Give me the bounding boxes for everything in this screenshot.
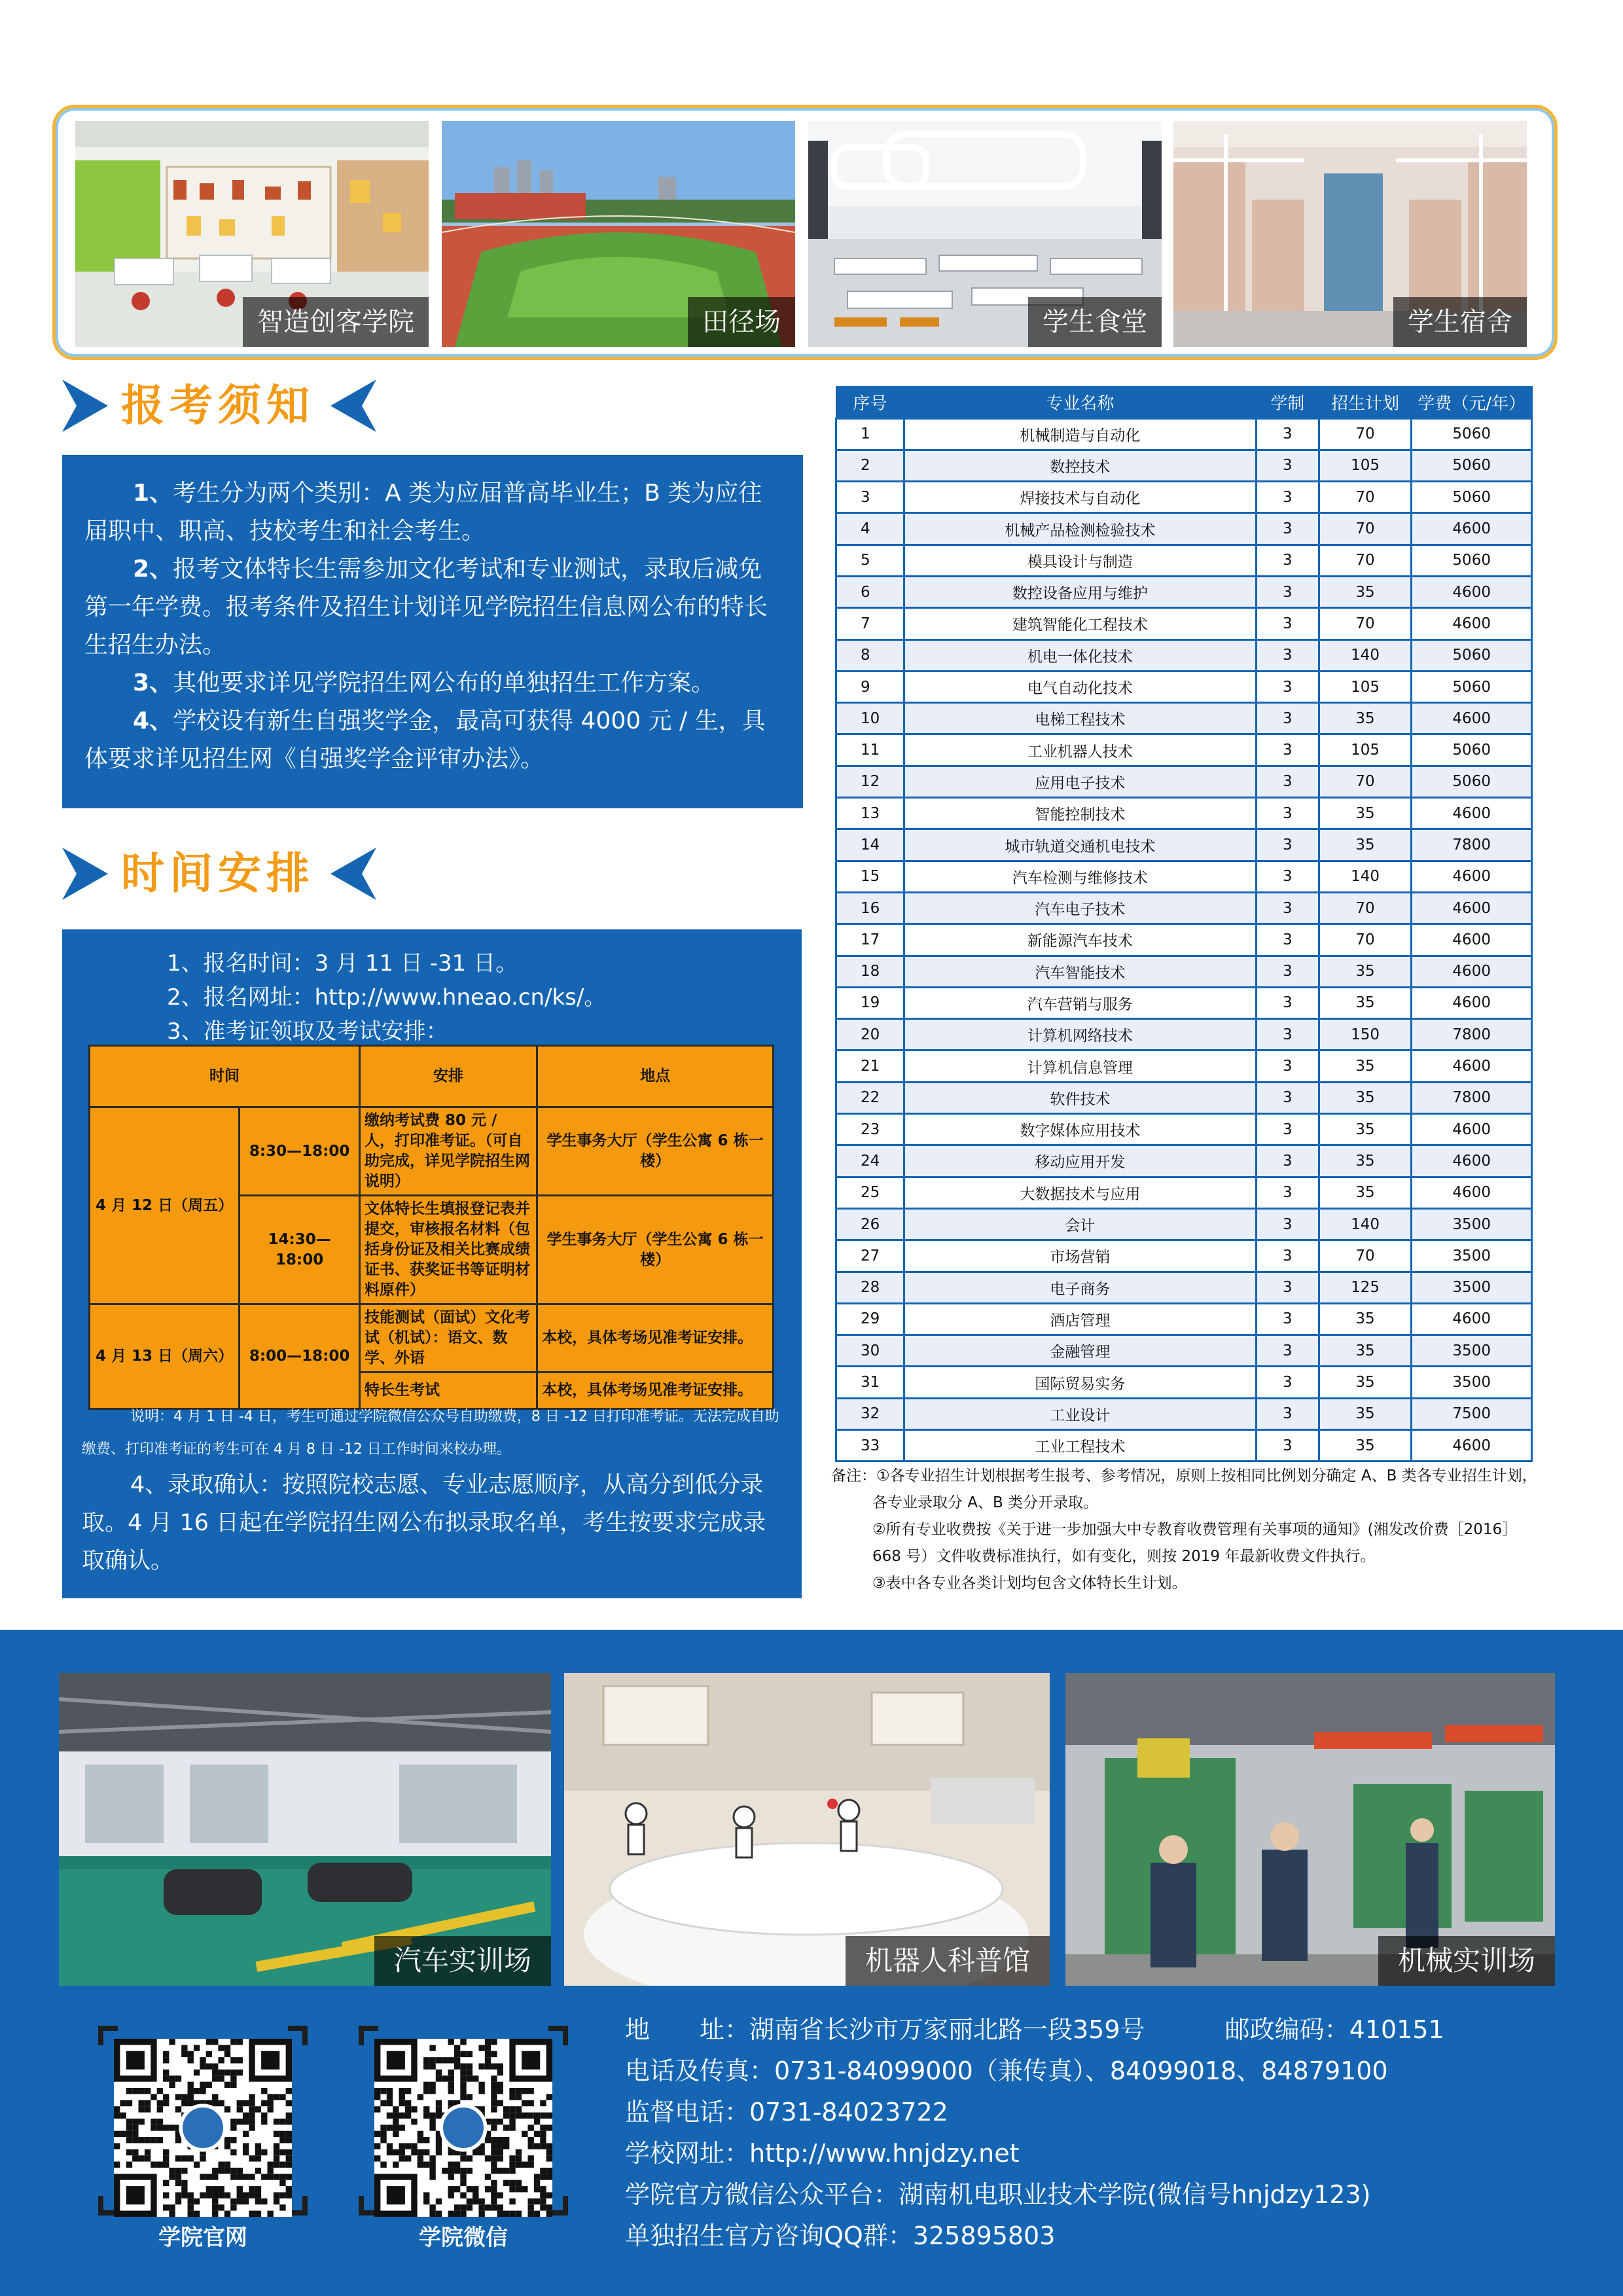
major-tuition: 4600 (1412, 1050, 1532, 1082)
major-name: 应用电子技术 (904, 766, 1256, 797)
major-plan: 35 (1319, 1430, 1412, 1462)
major-years: 3 (1257, 639, 1319, 671)
major-plan: 70 (1319, 766, 1412, 797)
contact-address-row (625, 2009, 1607, 2051)
major-years: 3 (1257, 766, 1319, 797)
major-years: 3 (1257, 798, 1319, 829)
major-index: 13 (836, 798, 904, 829)
major-index: 15 (836, 861, 904, 892)
schedule-line-3: 3、准考证领取及考试安排： (167, 1018, 448, 1045)
major-index: 1 (836, 418, 904, 450)
major-years: 3 (1257, 671, 1319, 702)
task-cell: 文体特长生填报登记表并提交，审核报名材料（包括身份证及相关比赛成绩证书、获奖证书等证明材料原件） (359, 1196, 537, 1304)
major-years: 3 (1257, 1145, 1319, 1177)
majors-table (835, 386, 1533, 1462)
notice-item-3 (84, 664, 781, 702)
major-name: 工业工程技术 (904, 1430, 1256, 1462)
schedule-line-1: 1、报名时间：3 月 11 日 -31 日。 (167, 950, 518, 977)
table-row (836, 798, 1532, 829)
table-row (836, 545, 1532, 576)
major-tuition: 5060 (1412, 545, 1532, 576)
major-name: 金融管理 (904, 1335, 1256, 1367)
major-name: 智能控制技术 (904, 798, 1256, 829)
time-cell: 14:30—18:00 (240, 1196, 360, 1304)
major-name: 汽车电子技术 (904, 892, 1256, 924)
major-tuition: 3500 (1412, 1272, 1532, 1303)
major-tuition: 7800 (1412, 1082, 1532, 1113)
major-index: 30 (836, 1335, 904, 1367)
schedule-title: 时间安排 (121, 848, 315, 899)
time-cell: 8:00—18:00 (240, 1304, 360, 1409)
major-tuition: 4600 (1412, 703, 1532, 734)
major-plan: 35 (1319, 956, 1412, 987)
major-tuition: 3500 (1412, 1240, 1532, 1272)
contact-phone: 电话及传真：0731-84099000（兼传真）、84099018、84879100 (625, 2056, 1388, 2085)
major-name: 机电一体化技术 (904, 639, 1256, 671)
photo-track-field (442, 121, 795, 347)
major-index: 23 (836, 1114, 904, 1145)
table-row (836, 703, 1532, 734)
note-1-cont: 各专业录取分 A、B 类分开录取。 (872, 1494, 1099, 1511)
schedule-line-2: 2、报名网址：http://www.hneao.cn/ks/。 (167, 984, 607, 1011)
major-tuition: 5060 (1412, 671, 1532, 702)
notice-item-num: 2、 (133, 556, 173, 583)
notice-item-text: 其他要求详见学院招生网公布的单独招生工作方案。 (173, 670, 715, 696)
photo-maker-college (75, 121, 429, 347)
major-tuition: 4600 (1412, 1145, 1532, 1177)
major-name: 软件技术 (904, 1082, 1256, 1113)
table-row (836, 1335, 1532, 1367)
notice-item-text: 考生分为两个类别：A 类为应届普高毕业生；B 类为应往届职中、职高、技校考生和社会考生。 (84, 480, 762, 545)
table-row (836, 1019, 1532, 1050)
major-index: 19 (836, 987, 904, 1018)
notice-item-4 (84, 702, 781, 778)
major-plan: 35 (1319, 1303, 1412, 1335)
major-years: 3 (1257, 1208, 1319, 1240)
schedule-heading (62, 844, 389, 903)
major-index: 22 (836, 1082, 904, 1113)
header-years: 学制 (1257, 387, 1319, 418)
major-plan: 35 (1319, 1367, 1412, 1398)
photo-caption: 学生食堂 (1028, 297, 1162, 347)
major-years: 3 (1257, 1019, 1319, 1050)
major-tuition: 4600 (1412, 513, 1532, 545)
major-index: 6 (836, 576, 904, 607)
major-name: 机械制造与自动化 (904, 418, 1256, 450)
schedule-box (62, 929, 802, 1598)
table-row (836, 482, 1532, 513)
major-plan: 140 (1319, 639, 1412, 671)
header-tuition: 学费（元/年） (1412, 387, 1532, 418)
major-plan: 35 (1319, 1050, 1412, 1082)
contact-address: 地 址：湖南省长沙市万家丽北路一段359号 (625, 2015, 1145, 2044)
header-major: 专业名称 (904, 387, 1256, 418)
major-tuition: 5060 (1412, 734, 1532, 766)
major-name: 酒店管理 (904, 1303, 1256, 1335)
major-name: 城市轨道交通机电技术 (904, 829, 1256, 861)
exam-schedule-table (88, 1045, 774, 1410)
table-row (836, 766, 1532, 797)
photo-auto-training (59, 1673, 551, 1986)
notice-item-text: 报考文体特长生需参加文化考试和专业测试，录取后减免第一年学费。报考条件及招生计划详见学院招生信息网公布的特长生招生办法。 (84, 556, 768, 658)
major-name: 电气自动化技术 (904, 671, 1256, 702)
notice-item-num: 1、 (133, 480, 173, 507)
notice-item-num: 4、 (133, 708, 173, 734)
major-tuition: 5060 (1412, 639, 1532, 671)
table-row (836, 892, 1532, 924)
place-cell: 学生事务大厅（学生公寓 6 栋一楼） (537, 1196, 774, 1304)
major-tuition: 4600 (1412, 956, 1532, 987)
qr-website[interactable] (98, 2026, 308, 2251)
major-plan: 105 (1319, 734, 1412, 766)
major-plan: 105 (1319, 671, 1412, 702)
major-plan: 70 (1319, 1240, 1412, 1272)
major-index: 18 (836, 956, 904, 987)
major-index: 32 (836, 1398, 904, 1429)
major-name: 工业机器人技术 (904, 734, 1256, 766)
table-row (836, 450, 1532, 481)
major-name: 计算机网络技术 (904, 1019, 1256, 1050)
major-name: 建筑智能化工程技术 (904, 608, 1256, 639)
major-years: 3 (1257, 450, 1319, 481)
notice-item-2 (84, 550, 781, 664)
major-index: 5 (836, 545, 904, 576)
major-index: 4 (836, 513, 904, 545)
table-row (836, 987, 1532, 1018)
qr-code-icon (114, 2039, 292, 2217)
majors-body (836, 418, 1532, 1462)
admission-confirm: 4、录取确认：按照院校志愿、专业志愿顺序，从高分到低分录取。4 月 16 日起在学院招生网公布拟录取名单，考生按要求完成录取确认。 (82, 1472, 766, 1574)
major-name: 汽车营销与服务 (904, 987, 1256, 1018)
major-plan: 35 (1319, 1114, 1412, 1145)
major-tuition: 5060 (1412, 482, 1532, 513)
major-plan: 125 (1319, 1272, 1412, 1303)
notice-item-num: 3、 (133, 670, 173, 696)
major-name: 机械产品检测检验技术 (904, 513, 1256, 545)
major-plan: 35 (1319, 829, 1412, 861)
major-years: 3 (1257, 1303, 1319, 1335)
major-years: 3 (1257, 703, 1319, 734)
note-2-cont: 668 号）文件收费标准执行，如有变化，则按 2019 年最新收费文件执行。 (872, 1548, 1376, 1565)
major-tuition: 4600 (1412, 987, 1532, 1018)
major-tuition: 4600 (1412, 576, 1532, 607)
major-name: 大数据技术与应用 (904, 1177, 1256, 1208)
table-row (836, 1430, 1532, 1462)
major-plan: 70 (1319, 608, 1412, 639)
major-years: 3 (1257, 482, 1319, 513)
header-index: 序号 (836, 387, 904, 418)
major-tuition: 4600 (1412, 1303, 1532, 1335)
contact-postcode: 邮政编码：410151 (1224, 2015, 1444, 2044)
major-index: 25 (836, 1177, 904, 1208)
major-plan: 35 (1319, 798, 1412, 829)
major-tuition: 4600 (1412, 924, 1532, 956)
major-tuition: 4600 (1412, 1114, 1532, 1145)
contact-wechat: 学院官方微信公众平台：湖南机电职业技术学院(微信号hnjdzy123) (625, 2180, 1371, 2209)
major-years: 3 (1257, 1430, 1319, 1462)
major-name: 数控技术 (904, 450, 1256, 481)
major-name: 焊接技术与自动化 (904, 482, 1256, 513)
major-tuition: 5060 (1412, 450, 1532, 481)
major-years: 3 (1257, 956, 1319, 987)
arrow-left-icon (330, 380, 376, 432)
major-years: 3 (1257, 1398, 1319, 1429)
majors-header-row (836, 387, 1532, 418)
major-index: 12 (836, 766, 904, 797)
major-index: 21 (836, 1050, 904, 1082)
photo-canteen (808, 121, 1162, 347)
table-row (836, 1367, 1532, 1398)
table-row (836, 1303, 1532, 1335)
major-tuition: 4600 (1412, 1177, 1532, 1208)
major-name: 国际贸易实务 (904, 1367, 1256, 1398)
qr-code-icon (374, 2039, 552, 2217)
table-row (836, 1050, 1532, 1082)
major-years: 3 (1257, 924, 1319, 956)
major-years: 3 (1257, 734, 1319, 766)
major-tuition: 4600 (1412, 608, 1532, 639)
photo-caption: 智造创客学院 (243, 297, 429, 347)
major-tuition: 3500 (1412, 1335, 1532, 1367)
qr-label: 学院官网 (158, 2225, 247, 2251)
table-row (836, 861, 1532, 892)
note-1: 备注：①各专业招生计划根据考生报考、参考情况，原则上按相同比例划分确定 A、B 类各专业招生计划， (831, 1467, 1537, 1484)
major-plan: 35 (1319, 1335, 1412, 1367)
major-years: 3 (1257, 545, 1319, 576)
contact-band (0, 1630, 1623, 2296)
place-cell: 本校，具体考场见准考证安排。 (537, 1372, 774, 1409)
major-name: 会计 (904, 1208, 1256, 1240)
major-index: 16 (836, 892, 904, 924)
major-name: 汽车检测与维修技术 (904, 861, 1256, 892)
major-index: 20 (836, 1019, 904, 1050)
major-years: 3 (1257, 1082, 1319, 1113)
arrow-left-icon (330, 848, 376, 900)
place-cell: 学生事务大厅（学生公寓 6 栋一楼） (537, 1107, 774, 1196)
table-row (836, 1398, 1532, 1429)
major-years: 3 (1257, 1272, 1319, 1303)
major-years: 3 (1257, 892, 1319, 924)
table-row (836, 513, 1532, 545)
major-index: 2 (836, 450, 904, 481)
major-plan: 70 (1319, 513, 1412, 545)
major-tuition: 3500 (1412, 1208, 1532, 1240)
notice-item-1 (84, 475, 781, 550)
major-name: 数字媒体应用技术 (904, 1114, 1256, 1145)
major-years: 3 (1257, 861, 1319, 892)
table-row (836, 1114, 1532, 1145)
major-name: 计算机信息管理 (904, 1050, 1256, 1082)
major-name: 汽车智能技术 (904, 956, 1256, 987)
major-name: 电子商务 (904, 1272, 1256, 1303)
table-row (836, 671, 1532, 702)
note-2: ②所有专业收费按《关于进一步加强大中专教育收费管理有关事项的通知》(湘发改价费［2016］ (872, 1521, 1518, 1538)
major-years: 3 (1257, 576, 1319, 607)
major-name: 模具设计与制造 (904, 545, 1256, 576)
table-row (836, 924, 1532, 956)
day-cell: 4 月 13 日（周六） (90, 1304, 240, 1409)
major-index: 29 (836, 1303, 904, 1335)
header-task: 安排 (359, 1046, 537, 1107)
place-cell: 本校，具体考场见准考证安排。 (537, 1304, 774, 1372)
contact-website[interactable]: 学校网址：http://www.hnjdzy.net (625, 2139, 1020, 2168)
arrow-right-icon (62, 848, 108, 900)
table-row (836, 956, 1532, 987)
photo-robot-museum (564, 1673, 1050, 1986)
major-index: 31 (836, 1367, 904, 1398)
major-plan: 35 (1319, 1398, 1412, 1429)
table-header-row (90, 1046, 774, 1107)
table-row (836, 1145, 1532, 1177)
photo-caption: 学生宿舍 (1393, 297, 1527, 347)
task-cell: 技能测试（面试）文化考试（机试）：语文、数学、外语 (359, 1304, 537, 1372)
major-tuition: 4600 (1412, 861, 1532, 892)
table-row (90, 1304, 774, 1372)
major-tuition: 5060 (1412, 766, 1532, 797)
table-row (836, 1272, 1532, 1303)
major-index: 9 (836, 671, 904, 702)
photo-caption: 汽车实训场 (374, 1936, 551, 1986)
major-name: 数控设备应用与维护 (904, 576, 1256, 607)
major-name: 电梯工程技术 (904, 703, 1256, 734)
table-row (836, 576, 1532, 607)
task-cell: 缴纳考试费 80 元 / 人，打印准考证。（可自助完成，详见学院招生网说明） (359, 1107, 537, 1196)
major-plan: 35 (1319, 1082, 1412, 1113)
arrow-right-icon (62, 380, 108, 432)
schedule-note: 说明：4 月 1 日 -4 日，考生可通过学院微信公众号自助缴费，8 日 -12 日打印准考证。无法完成自助缴费、打印准考证的考生可在 4 月 8 日 -12 日工作时间来校办理。 (82, 1408, 779, 1458)
table-row (836, 639, 1532, 671)
time-cell: 8:30—18:00 (240, 1107, 360, 1196)
table-row (90, 1107, 774, 1196)
major-years: 3 (1257, 987, 1319, 1018)
major-plan: 70 (1319, 892, 1412, 924)
notice-item-text: 学校设有新生自强奖学金，最高可获得 4000 元 / 生，具体要求详见招生网《自强奖学金评审办法》。 (84, 708, 766, 772)
major-plan: 70 (1319, 482, 1412, 513)
major-years: 3 (1257, 1335, 1319, 1367)
major-tuition: 4600 (1412, 892, 1532, 924)
task-cell: 特长生考试 (359, 1372, 537, 1409)
majors-notes (831, 1463, 1564, 1597)
major-index: 3 (836, 482, 904, 513)
table-row (836, 1240, 1532, 1272)
header-place: 地点 (537, 1046, 774, 1107)
major-name: 市场营销 (904, 1240, 1256, 1272)
major-years: 3 (1257, 1114, 1319, 1145)
major-tuition: 4600 (1412, 1430, 1532, 1462)
qr-wechat[interactable] (359, 2026, 568, 2251)
contact-qq: 单独招生官方咨询QQ群：325895803 (625, 2221, 1056, 2250)
major-index: 8 (836, 639, 904, 671)
major-tuition: 7800 (1412, 1019, 1532, 1050)
photo-dormitory (1173, 121, 1527, 347)
major-years: 3 (1257, 608, 1319, 639)
major-index: 17 (836, 924, 904, 956)
day-cell: 4 月 12 日（周五） (90, 1107, 240, 1304)
major-plan: 35 (1319, 576, 1412, 607)
major-plan: 35 (1319, 1177, 1412, 1208)
major-plan: 35 (1319, 987, 1412, 1018)
contact-info (625, 2009, 1607, 2257)
notice-box (62, 455, 803, 808)
table-row (836, 734, 1532, 766)
major-plan: 105 (1319, 450, 1412, 481)
major-index: 7 (836, 608, 904, 639)
major-years: 3 (1257, 829, 1319, 861)
major-name: 移动应用开发 (904, 1145, 1256, 1177)
qr-label: 学院微信 (419, 2225, 508, 2251)
major-tuition: 4600 (1412, 798, 1532, 829)
major-index: 10 (836, 703, 904, 734)
major-index: 14 (836, 829, 904, 861)
contact-supervise: 监督电话：0731-84023722 (625, 2098, 948, 2126)
major-index: 11 (836, 734, 904, 766)
major-plan: 70 (1319, 418, 1412, 450)
major-tuition: 5060 (1412, 418, 1532, 450)
major-plan: 70 (1319, 545, 1412, 576)
major-index: 27 (836, 1240, 904, 1272)
notice-title: 报考须知 (121, 380, 315, 431)
photo-machine-training (1065, 1673, 1555, 1986)
table-row (836, 1177, 1532, 1208)
major-name: 工业设计 (904, 1398, 1256, 1429)
major-plan: 140 (1319, 861, 1412, 892)
major-years: 3 (1257, 1367, 1319, 1398)
major-years: 3 (1257, 1177, 1319, 1208)
header-time: 时间 (90, 1046, 360, 1107)
major-tuition: 3500 (1412, 1367, 1532, 1398)
note-3: ③表中各专业各类计划均包含文体特长生计划。 (872, 1575, 1187, 1592)
major-years: 3 (1257, 1240, 1319, 1272)
photo-caption: 机器人科普馆 (846, 1936, 1050, 1986)
major-index: 24 (836, 1145, 904, 1177)
major-years: 3 (1257, 1050, 1319, 1082)
major-years: 3 (1257, 418, 1319, 450)
table-row (836, 1082, 1532, 1113)
table-row (836, 829, 1532, 861)
major-plan: 35 (1319, 1145, 1412, 1177)
table-row (836, 418, 1532, 450)
major-index: 26 (836, 1208, 904, 1240)
major-plan: 35 (1319, 703, 1412, 734)
major-tuition: 7800 (1412, 829, 1532, 861)
top-photo-strip (52, 105, 1558, 360)
major-plan: 140 (1319, 1208, 1412, 1240)
major-plan: 70 (1319, 924, 1412, 956)
major-index: 33 (836, 1430, 904, 1462)
table-row (836, 1208, 1532, 1240)
photo-caption: 田径场 (688, 297, 795, 347)
major-tuition: 7500 (1412, 1398, 1532, 1429)
table-row (836, 608, 1532, 639)
notice-heading (62, 376, 389, 435)
major-index: 28 (836, 1272, 904, 1303)
major-name: 新能源汽车技术 (904, 924, 1256, 956)
photo-caption: 机械实训场 (1378, 1936, 1555, 1986)
major-years: 3 (1257, 513, 1319, 545)
header-plan: 招生计划 (1319, 387, 1412, 418)
major-plan: 150 (1319, 1019, 1412, 1050)
